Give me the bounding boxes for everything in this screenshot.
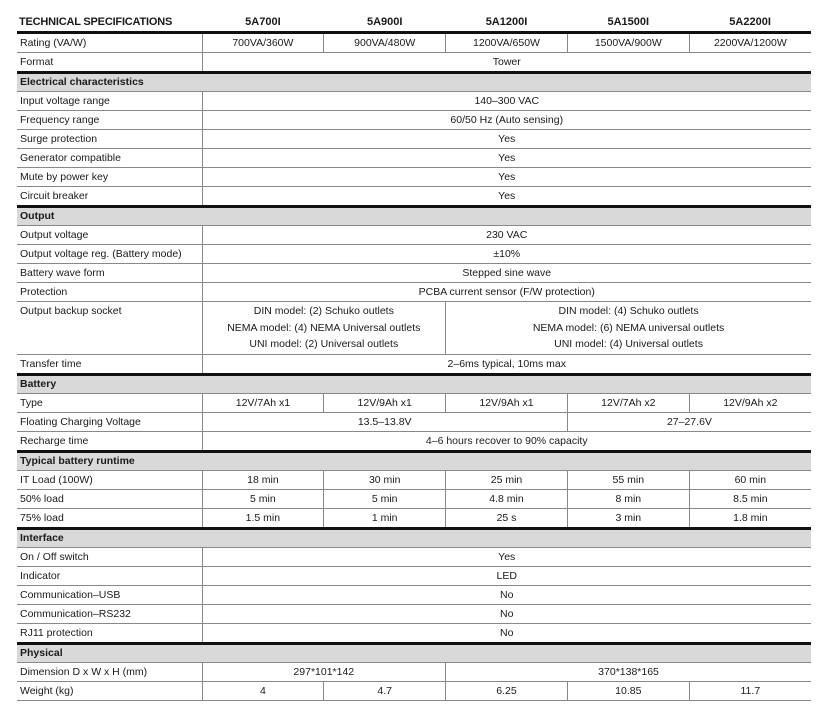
model-header: 5A1500I <box>567 14 689 33</box>
table-row <box>17 681 811 700</box>
cell-value: 8 min <box>567 489 689 508</box>
row-label: Dimension D x W x H (mm) <box>17 662 202 681</box>
row-label: Transfer time <box>17 354 202 374</box>
table-row <box>17 283 811 302</box>
table-row <box>17 662 811 681</box>
cell-value: 5 min <box>202 489 324 508</box>
cell-value: 230 VAC <box>202 226 811 245</box>
section-title-interface: Interface <box>17 528 811 547</box>
spec-sheet <box>17 14 811 701</box>
table-row <box>17 168 811 187</box>
cell-value: 297*101*142 <box>202 662 446 681</box>
specifications-table <box>17 14 811 701</box>
cell-value: 700VA/360W <box>202 33 324 53</box>
row-label: Output voltage <box>17 226 202 245</box>
row-label: Communication–USB <box>17 585 202 604</box>
row-label: Generator compatible <box>17 149 202 168</box>
table-row <box>17 226 811 245</box>
cell-value: 370*138*165 <box>446 662 811 681</box>
model-header: 5A1200I <box>446 14 568 33</box>
cell-value: 1 min <box>324 508 446 528</box>
cell-value: 12V/7Ah x1 <box>202 393 324 412</box>
socket-cell-large-models <box>446 302 811 355</box>
row-label: Protection <box>17 283 202 302</box>
row-label: 50% load <box>17 489 202 508</box>
row-label: RJ11 protection <box>17 623 202 643</box>
row-label: 75% load <box>17 508 202 528</box>
cell-value: 60/50 Hz (Auto sensing) <box>202 111 811 130</box>
section-title-physical: Physical <box>17 643 811 662</box>
row-label: Mute by power key <box>17 168 202 187</box>
table-row <box>17 393 811 412</box>
cell-value: No <box>202 623 811 643</box>
cell-value: 4.8 min <box>446 489 568 508</box>
cell-value: 4–6 hours recover to 90% capacity <box>202 431 811 451</box>
section-header-row <box>17 451 811 470</box>
cell-value: No <box>202 585 811 604</box>
socket-line: NEMA model: (6) NEMA universal outlets <box>532 321 725 334</box>
cell-value: Tower <box>202 53 811 73</box>
cell-value: Yes <box>202 187 811 207</box>
table-row <box>17 547 811 566</box>
section-title-electrical: Electrical characteristics <box>17 73 811 92</box>
cell-value: 18 min <box>202 470 324 489</box>
row-label: IT Load (100W) <box>17 470 202 489</box>
cell-value: 140–300 VAC <box>202 92 811 111</box>
row-label: Indicator <box>17 566 202 585</box>
socket-line: NEMA model: (4) NEMA Universal outlets <box>227 321 421 334</box>
cell-value: 1500VA/900W <box>567 33 689 53</box>
row-label: Battery wave form <box>17 264 202 283</box>
row-label: Floating Charging Voltage <box>17 412 202 431</box>
cell-value: 12V/9Ah x1 <box>446 393 568 412</box>
table-row <box>17 111 811 130</box>
cell-value: 1.5 min <box>202 508 324 528</box>
row-label: On / Off switch <box>17 547 202 566</box>
row-label: Surge protection <box>17 130 202 149</box>
table-row <box>17 604 811 623</box>
row-label: Circuit breaker <box>17 187 202 207</box>
cell-value: 5 min <box>324 489 446 508</box>
section-header-row <box>17 374 811 393</box>
table-row <box>17 187 811 207</box>
section-title-output: Output <box>17 207 811 226</box>
cell-value: 2–6ms typical, 10ms max <box>202 354 811 374</box>
section-header-row <box>17 207 811 226</box>
table-row <box>17 92 811 111</box>
table-row <box>17 53 811 73</box>
cell-value: 30 min <box>324 470 446 489</box>
cell-value: Stepped sine wave <box>202 264 811 283</box>
cell-value: 4 <box>202 681 324 700</box>
socket-line: UNI model: (4) Universal outlets <box>554 338 703 350</box>
cell-value: LED <box>202 566 811 585</box>
section-header-row <box>17 643 811 662</box>
table-row <box>17 130 811 149</box>
cell-value: 11.7 <box>689 681 811 700</box>
cell-value: ±10% <box>202 245 811 264</box>
row-label: Input voltage range <box>17 92 202 111</box>
cell-value: Yes <box>202 149 811 168</box>
row-label: Type <box>17 393 202 412</box>
cell-value: 13.5–13.8V <box>202 412 567 431</box>
row-label: Output backup socket <box>17 302 202 355</box>
cell-value: 8.5 min <box>689 489 811 508</box>
cell-value: 1200VA/650W <box>446 33 568 53</box>
section-header-row <box>17 528 811 547</box>
table-row <box>17 245 811 264</box>
table-row <box>17 470 811 489</box>
table-row <box>17 354 811 374</box>
cell-value: No <box>202 604 811 623</box>
table-row <box>17 508 811 528</box>
cell-value: 6.25 <box>446 681 568 700</box>
cell-value: 2200VA/1200W <box>689 33 811 53</box>
cell-value: 12V/9Ah x1 <box>324 393 446 412</box>
row-label: Output voltage reg. (Battery mode) <box>17 245 202 264</box>
table-row <box>17 302 811 355</box>
cell-value: Yes <box>202 130 811 149</box>
table-row <box>17 412 811 431</box>
cell-value: 60 min <box>689 470 811 489</box>
table-row <box>17 566 811 585</box>
cell-value: 3 min <box>567 508 689 528</box>
socket-line: DIN model: (4) Schuko outlets <box>558 305 699 317</box>
cell-value: 25 s <box>446 508 568 528</box>
table-row <box>17 431 811 451</box>
section-header-row <box>17 73 811 92</box>
section-title-runtime: Typical battery runtime <box>17 451 811 470</box>
table-row <box>17 585 811 604</box>
row-label: Rating (VA/W) <box>17 33 202 53</box>
row-label: Communication–RS232 <box>17 604 202 623</box>
section-title-battery: Battery <box>17 374 811 393</box>
model-header: 5A900I <box>324 14 446 33</box>
cell-value: 4.7 <box>324 681 446 700</box>
table-row <box>17 489 811 508</box>
cell-value: 1.8 min <box>689 508 811 528</box>
cell-value: 900VA/480W <box>324 33 446 53</box>
cell-value: 25 min <box>446 470 568 489</box>
row-label: Recharge time <box>17 431 202 451</box>
socket-line: DIN model: (2) Schuko outlets <box>253 305 394 317</box>
model-header: 5A2200I <box>689 14 811 33</box>
cell-value: 10.85 <box>567 681 689 700</box>
row-label: Format <box>17 53 202 73</box>
cell-value: 12V/7Ah x2 <box>567 393 689 412</box>
table-row <box>17 33 811 53</box>
cell-value: PCBA current sensor (F/W protection) <box>202 283 811 302</box>
cell-value: Yes <box>202 168 811 187</box>
cell-value: 27–27.6V <box>567 412 811 431</box>
row-label: Frequency range <box>17 111 202 130</box>
table-header-row <box>17 14 811 33</box>
cell-value: 55 min <box>567 470 689 489</box>
table-row <box>17 149 811 168</box>
cell-value: 12V/9Ah x2 <box>689 393 811 412</box>
table-title: TECHNICAL SPECIFICATIONS <box>17 14 202 33</box>
table-row <box>17 264 811 283</box>
row-label: Weight (kg) <box>17 681 202 700</box>
model-header: 5A700I <box>202 14 324 33</box>
cell-value: Yes <box>202 547 811 566</box>
socket-cell-small-models <box>202 302 446 355</box>
socket-line: UNI model: (2) Universal outlets <box>249 338 399 350</box>
table-row <box>17 623 811 643</box>
